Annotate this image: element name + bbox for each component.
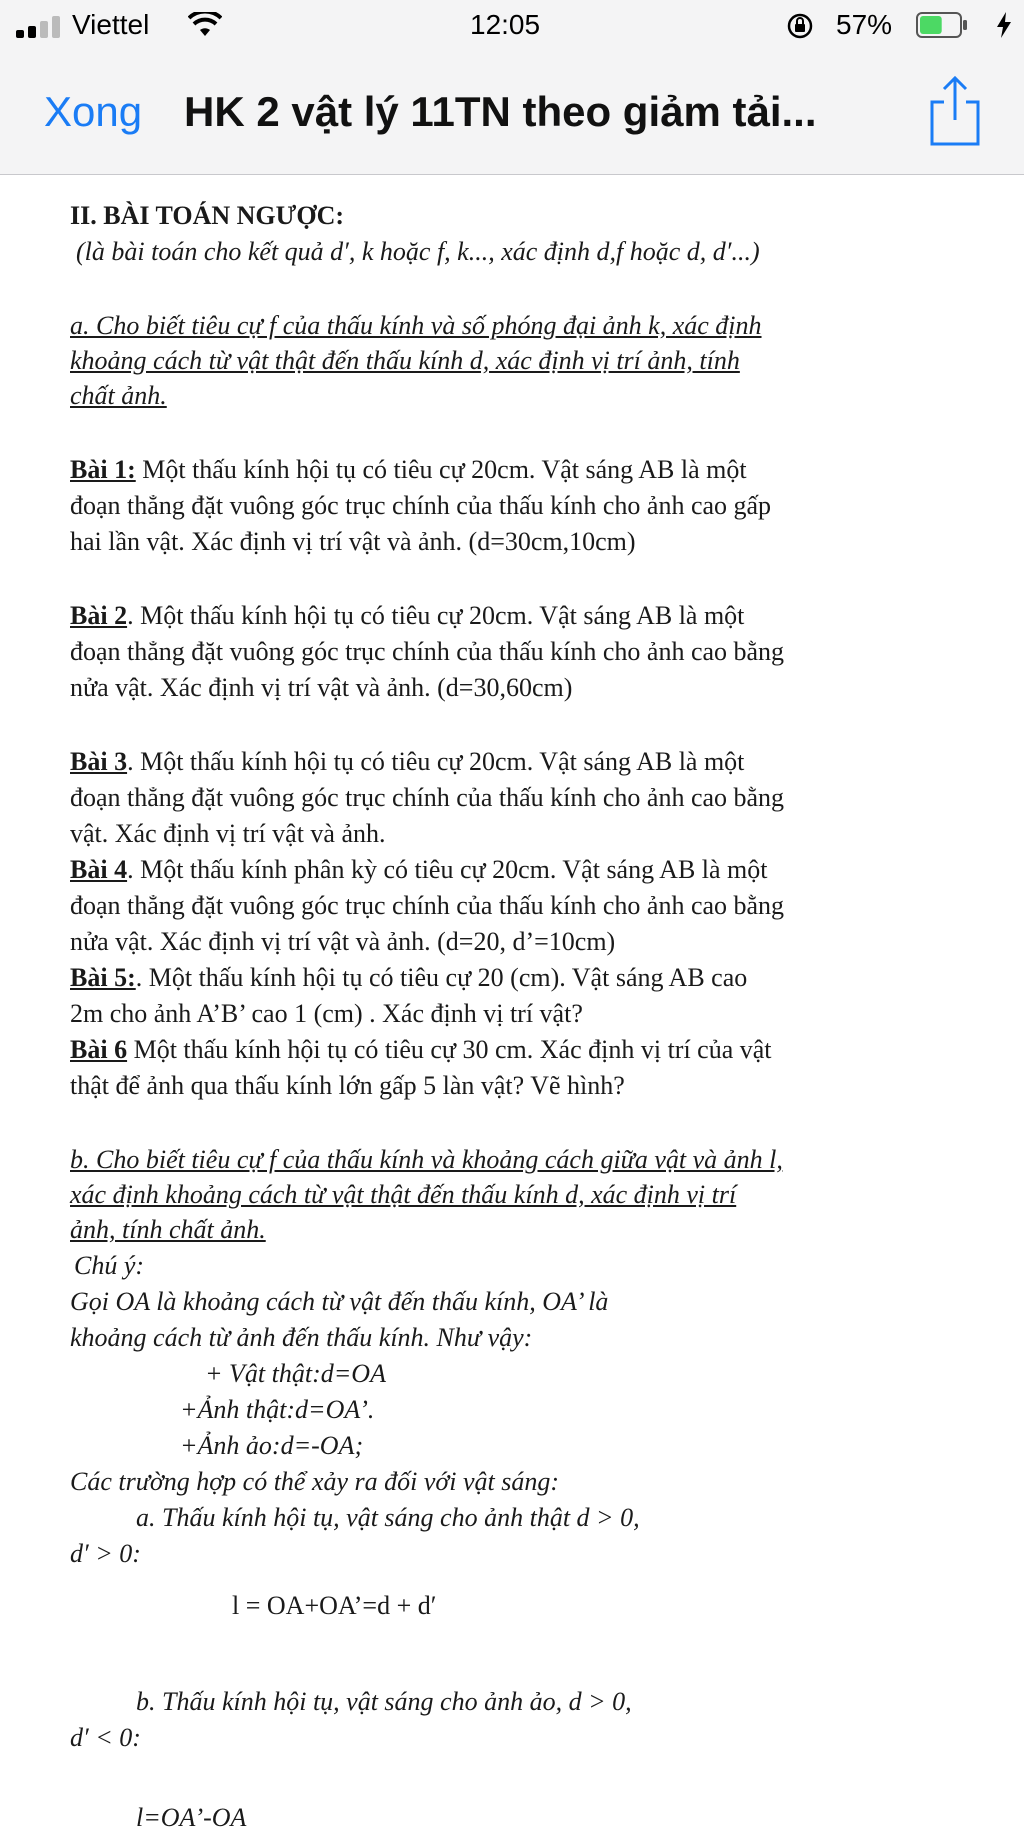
problem-text: . Một thấu kính hội tụ có tiêu cự 20cm. Vật sáng AB là một: [127, 601, 745, 630]
problem-text: Một thấu kính hội tụ có tiêu cự 30 cm. Xác định vị trí của vật: [127, 1035, 772, 1064]
problem-label: Bài 4: [70, 855, 128, 884]
case-b-line-2: d′ < 0:: [70, 1723, 141, 1752]
problem-4: [70, 857, 768, 883]
problem-line: nửa vật. Xác định vị trí vật và ảnh. (d=30,60cm): [70, 673, 573, 702]
rule-real-object: + Vật thật:d=OA: [205, 1359, 386, 1388]
carrier-name: Viettel: [72, 9, 150, 40]
problem-5: [70, 965, 747, 991]
status-bar: [0, 0, 1024, 52]
battery-percent: 57%: [836, 9, 893, 40]
problem-line: vật. Xác định vị trí vật và ảnh.: [70, 819, 386, 848]
section-heading: II. BÀI TOÁN NGƯỢC:: [70, 201, 345, 230]
formula-a: l = OA+OA’=d + d′: [232, 1591, 437, 1620]
part-a-line-3: chất ảnh.: [70, 381, 167, 410]
cellular-signal-icon: [16, 16, 72, 38]
problem-line: hai lần vật. Xác định vị trí vật và ảnh. (d=30cm,10cm): [70, 527, 636, 556]
document-page[interactable]: [0, 175, 1024, 1832]
problem-label: Bài 3: [70, 747, 128, 776]
case-b-line-1: b. Thấu kính hội tụ, vật sáng cho ảnh ảo, d > 0,: [136, 1687, 632, 1716]
note-line-1: Gọi OA là khoảng cách từ vật đến thấu kính, OA’ là: [70, 1287, 609, 1316]
rotation-lock-icon: [787, 13, 813, 39]
problem-2: [70, 603, 744, 629]
note-label: Chú ý:: [74, 1251, 145, 1280]
document-title: HK 2 vật lý 11TN theo giảm tải...: [184, 88, 817, 135]
cases-intro: Các trường hợp có thể xảy ra đối với vật sáng:: [70, 1467, 560, 1496]
problem-text: . Một thấu kính phân kỳ có tiêu cự 20cm. Vật sáng AB là một: [127, 855, 768, 884]
battery-icon: [916, 12, 968, 38]
problem-1: [70, 457, 747, 483]
done-button[interactable]: Xong: [44, 88, 143, 135]
problem-line: thật để ảnh qua thấu kính lớn gấp 5 làn vật? Vẽ hình?: [70, 1071, 625, 1100]
section-note: (là bài toán cho kết quả d′, k hoặc f, k..., xác định d,f hoặc d, d′...): [76, 237, 760, 266]
problem-line: đoạn thẳng đặt vuông góc trục chính của thấu kính cho ảnh cao gấp: [70, 491, 772, 520]
note-line-2: khoảng cách từ ảnh đến thấu kính. Như vậy:: [70, 1323, 533, 1352]
part-a-line-1: a. Cho biết tiêu cự f của thấu kính và số phóng đại ảnh k, xác định: [70, 311, 762, 340]
share-icon[interactable]: [926, 74, 984, 148]
charging-bolt-icon: [996, 12, 1012, 38]
status-time: 12:05: [470, 9, 541, 40]
part-b-line-1: b. Cho biết tiêu cự f của thấu kính và khoảng cách giữa vật và ảnh l,: [70, 1145, 783, 1174]
problem-line: đoạn thẳng đặt vuông góc trục chính của thấu kính cho ảnh cao bằng: [70, 637, 785, 666]
problem-line: 2m cho ảnh A’B’ cao 1 (cm) . Xác định vị trí vật?: [70, 999, 583, 1028]
problem-label: Bài 6: [70, 1035, 128, 1064]
wifi-icon: [188, 12, 222, 38]
problem-text: . Một thấu kính hội tụ có tiêu cự 20 (cm). Vật sáng AB cao: [135, 963, 748, 992]
problem-6: [70, 1037, 772, 1063]
problem-text: . Một thấu kính hội tụ có tiêu cự 20cm. Vật sáng AB là một: [127, 747, 745, 776]
problem-label: Bài 2: [70, 601, 128, 630]
part-a-line-2: khoảng cách từ vật thật đến thấu kính d, xác định vị trí ảnh, tính: [70, 346, 740, 375]
problem-label: Bài 5:: [70, 963, 136, 992]
battery-level-fill: [920, 16, 942, 34]
part-b-line-3: ảnh, tính chất ảnh.: [70, 1215, 266, 1244]
problem-line: đoạn thẳng đặt vuông góc trục chính của thấu kính cho ảnh cao bằng: [70, 891, 785, 920]
problem-label: Bài 1:: [70, 455, 136, 484]
problem-line: nửa vật. Xác định vị trí vật và ảnh. (d=20, d’=10cm): [70, 927, 616, 956]
navigation-bar: [0, 52, 1024, 175]
problem-text: Một thấu kính hội tụ có tiêu cự 20cm. Vật sáng AB là một: [135, 455, 747, 484]
rule-real-image: +Ảnh thật:d=OA’.: [180, 1395, 375, 1424]
problem-line: đoạn thẳng đặt vuông góc trục chính của thấu kính cho ảnh cao bằng: [70, 783, 785, 812]
case-a-line-2: d′ > 0:: [70, 1539, 141, 1568]
rule-virtual-image: +Ảnh ảo:d=-OA;: [180, 1431, 364, 1460]
part-b-line-2: xác định khoảng cách từ vật thật đến thấu kính d, xác định vị trí: [70, 1180, 737, 1209]
problem-3: [70, 749, 744, 775]
formula-b-partial: l=OA’-OA: [136, 1803, 247, 1832]
case-a-line-1: a. Thấu kính hội tụ, vật sáng cho ảnh thật d > 0,: [136, 1503, 640, 1532]
